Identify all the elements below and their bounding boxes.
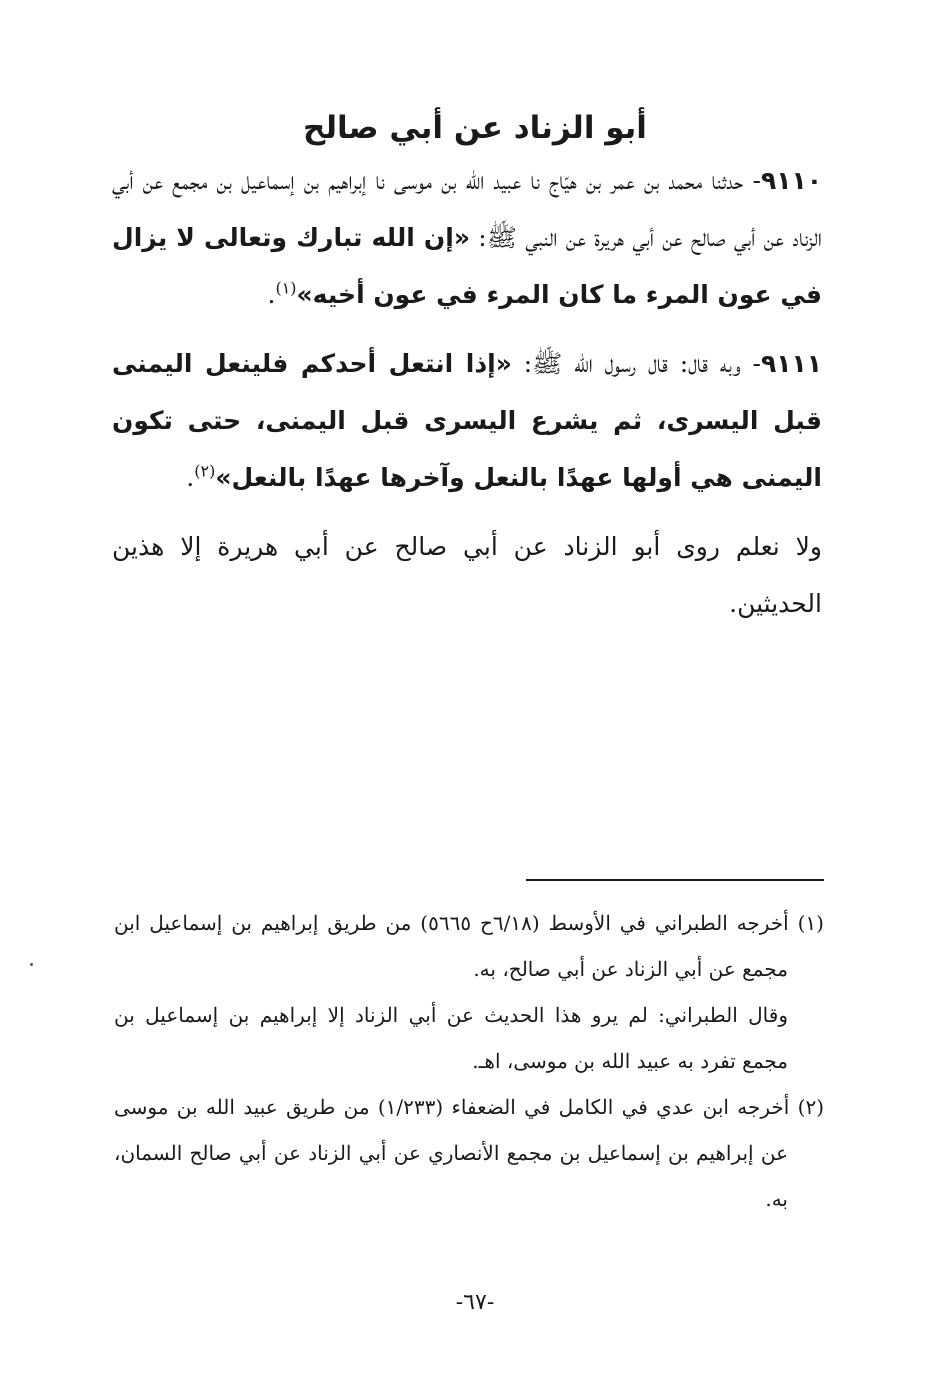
scan-speck (30, 963, 33, 966)
footnotes (114, 900, 824, 1222)
hadith-end: . (186, 463, 195, 492)
page-title: أبو الزناد عن أبي صالح (303, 109, 647, 146)
hadith-matn: «إذا انتعل أحدكم فلينعل اليمنى قبل اليسرى، ثم يشرع اليسرى قبل اليمنى، حتى تكون اليمنى هي أولها عهدًا بالنعل وآخرها عهدًا بالنعل» (112, 349, 822, 492)
footnote-2: (٢) أخرجه ابن عدي في الكامل في الضعفاء (١/٢٣٣) من طريق عبيد الله بن موسى عن إبراهيم بن إسماعيل بن مجمع الأنصاري عن أبي الزناد عن أبي صالح السمان، به. (114, 1095, 824, 1211)
main-text (112, 152, 822, 632)
hadith-matn: «إن الله تبارك وتعالى لا يزال في عون المرء ما كان المرء في عون أخيه» (112, 223, 822, 309)
closing-remark: ولا نعلم روى أبو الزناد عن أبي صالح عن أبي هريرة إلا هذين الحديثين. (112, 532, 822, 618)
hadith-end: . (267, 280, 276, 309)
hadith-9110 (112, 152, 822, 323)
footnote-ref[interactable]: (٢) (194, 461, 216, 481)
hadith-chain: - حدثنا محمد بن عمر بن هيّاج نا عبيد الله بن موسى نا إبراهيم بن إسماعيل بن مجمع عن أبي الزناد عن أبي صالح عن أبي هريرة عن النبي ﷺ: (112, 166, 822, 252)
hadith-number: ٩١١١ (760, 349, 822, 378)
footnote-divider (526, 879, 824, 881)
footnote-1: (١) أخرجه الطبراني في الأوسط (٦/١٨ح ٥٦٦٥) من طريق إبراهيم بن إسماعيل ابن مجمع عن أبي الزناد عن أبي صالح، به. (114, 911, 824, 981)
footnote-1-note: وقال الطبراني: لم يرو هذا الحديث عن أبي الزناد إلا إبراهيم بن إسماعيل بن مجمع تفرد به عبيد الله بن موسى، اهـ. (114, 1003, 788, 1073)
page-number: -٦٧- (455, 1290, 495, 1315)
hadith-chain: - وبه قال: قال رسول الله ﷺ: (511, 349, 761, 378)
footnote-ref[interactable]: (١) (275, 278, 297, 298)
hadith-number: ٩١١٠ (760, 166, 822, 195)
hadith-9111 (112, 335, 822, 506)
